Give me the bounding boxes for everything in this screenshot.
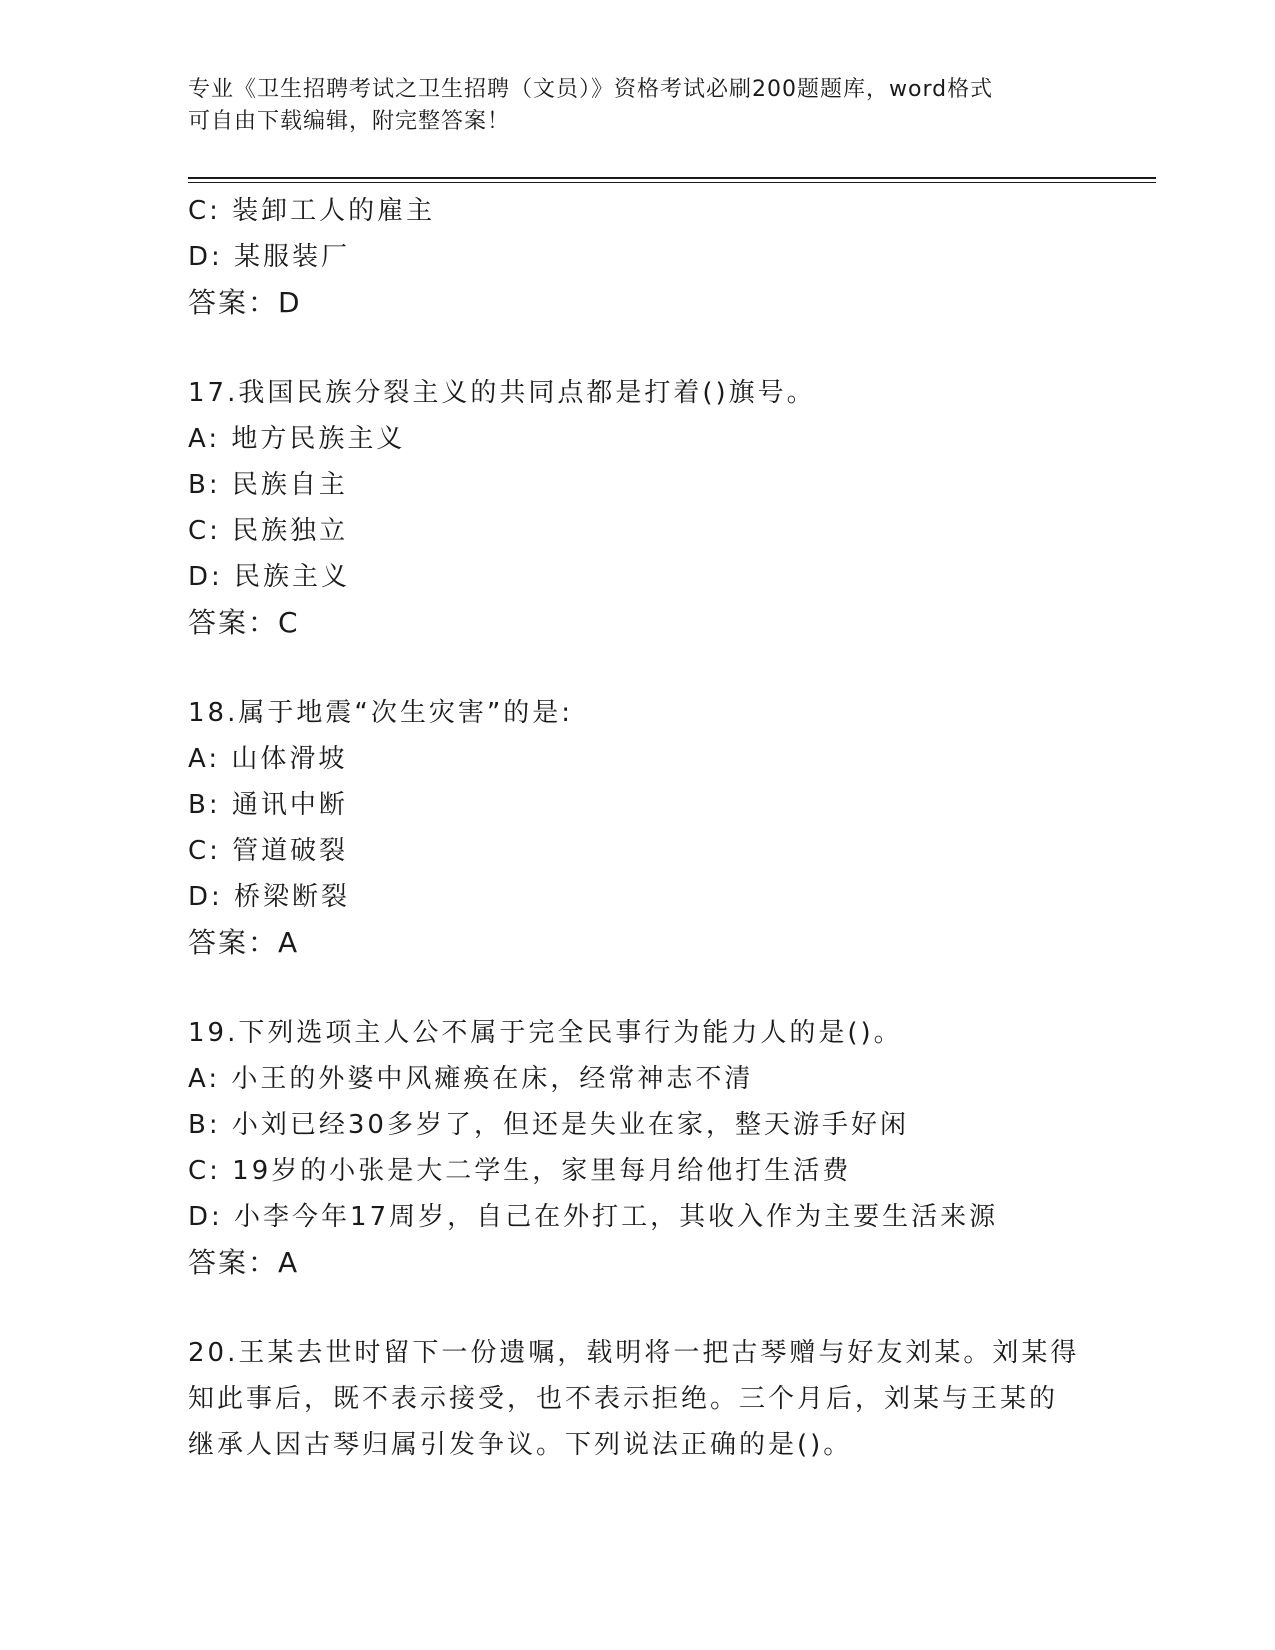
answer-line: 答案：C bbox=[188, 606, 300, 639]
option-a: A: 地方民族主义 bbox=[188, 424, 406, 454]
header-divider-thick bbox=[188, 177, 1156, 179]
question-block-prev bbox=[188, 188, 1088, 326]
answer-line: 答案：A bbox=[188, 1246, 300, 1279]
option-b: B: 小刘已经30多岁了，但还是失业在家，整天游手好闲 bbox=[188, 1110, 909, 1140]
question-block-20 bbox=[188, 1330, 1088, 1468]
option-c: C: 19岁的小张是大二学生，家里每月给他打生活费 bbox=[188, 1156, 852, 1186]
question-stem: 19.下列选项主人公不属于完全民事行为能力人的是()。 bbox=[188, 1018, 903, 1048]
option-c: C: 民族独立 bbox=[188, 516, 349, 546]
option-b: B: 通讯中断 bbox=[188, 790, 348, 820]
question-stem-line-1: 20.王某去世时留下一份遗嘱，载明将一把古琴赠与好友刘某。刘某得 bbox=[188, 1338, 1080, 1368]
question-block-19 bbox=[188, 1010, 1088, 1286]
answer-line: 答案：D bbox=[188, 286, 302, 319]
answer-line: 答案：A bbox=[188, 926, 300, 959]
question-stem: 17.我国民族分裂主义的共同点都是打着()旗号。 bbox=[188, 378, 816, 408]
option-d: D: 桥梁断裂 bbox=[188, 882, 351, 912]
option-a: A: 山体滑坡 bbox=[188, 744, 348, 774]
question-stem: 18.属于地震“次生灾害”的是: bbox=[188, 698, 574, 728]
option-d: D: 某服装厂 bbox=[188, 242, 351, 272]
option-c: C: 管道破裂 bbox=[188, 836, 349, 866]
option-d: D: 小李今年17周岁，自己在外打工，其收入作为主要生活来源 bbox=[188, 1202, 999, 1232]
question-block-17 bbox=[188, 370, 1088, 646]
document-header bbox=[188, 74, 1068, 138]
header-line-2: 可自由下载编辑，附完整答案！ bbox=[188, 109, 511, 134]
header-line-1: 专业《卫生招聘考试之卫生招聘（文员）》资格考试必刷200题题库，word格式 bbox=[188, 77, 994, 102]
option-b: B: 民族自主 bbox=[188, 470, 348, 500]
question-stem-line-2: 知此事后，既不表示接受，也不表示拒绝。三个月后，刘某与王某的 bbox=[188, 1384, 1059, 1414]
header-divider-thin bbox=[188, 182, 1156, 183]
option-c: C: 装卸工人的雇主 bbox=[188, 196, 436, 226]
document-body bbox=[188, 188, 1088, 1468]
question-block-18 bbox=[188, 690, 1088, 966]
question-stem-line-3: 继承人因古琴归属引发争议。下列说法正确的是()。 bbox=[188, 1430, 853, 1460]
option-d: D: 民族主义 bbox=[188, 562, 351, 592]
option-a: A: 小王的外婆中风瘫痪在床，经常神志不清 bbox=[188, 1064, 754, 1094]
